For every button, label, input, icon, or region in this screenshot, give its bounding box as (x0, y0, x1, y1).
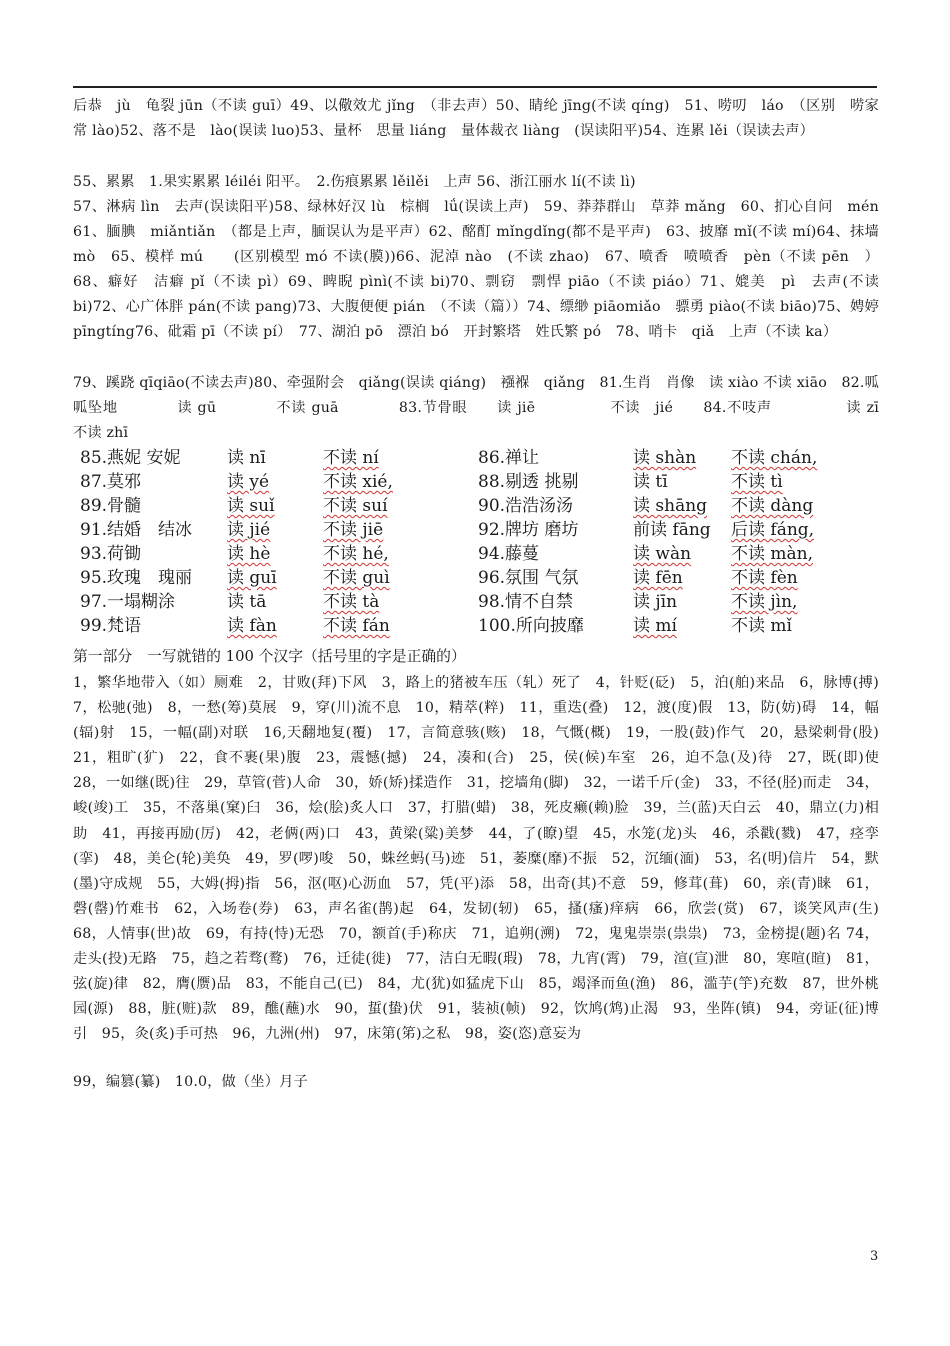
word-cell: 87.莫邪 (80, 472, 142, 492)
incorrect-reading: 不读 guì (323, 568, 390, 588)
table-row (80, 470, 870, 494)
pronunciation-paragraph-48-54: 后恭 jù 龟裂 jūn（不读 guī）49、以儆效尤 jǐng （非去声）50、睛纶 jīng(不读 qíng) 51、唠叨 láo （区别 唠家常 lào)52、落不是 lào(误读 luo)53、量杯 思量 liáng 量体裁衣 liàng (误读阳平)54、连累 lěi（误读去声） (73, 98, 879, 139)
incorrect-reading: 不读 ní (323, 448, 379, 468)
incorrect-reading: 不读 suí (323, 496, 388, 516)
incorrect-reading: 不读 chán, (731, 448, 818, 468)
correct-reading: 读 hè (227, 544, 271, 564)
incorrect-reading: 不读 jiē (323, 520, 384, 540)
incorrect-reading: 不读 màn, (731, 544, 814, 564)
word-cell: 90.浩浩汤汤 (478, 496, 574, 516)
word-cell: 96.氛围 气氛 (478, 568, 579, 588)
correct-reading: 前读 fāng (633, 520, 711, 540)
incorrect-reading: 不读 fèn (731, 568, 798, 588)
correct-reading: 读 jié (227, 520, 271, 540)
incorrect-reading: 不读 tà (323, 592, 380, 612)
word-cell: 88.剔透 挑剔 (478, 472, 579, 492)
word-cell: 89.骨髓 (80, 496, 142, 516)
incorrect-reading: 不读 fán (323, 616, 390, 636)
word-cell: 98.情不自禁 (478, 592, 574, 612)
correct-reading: 读 fàn (227, 616, 277, 636)
word-cell: 95.玫瑰 瑰丽 (80, 568, 193, 588)
pronunciation-paragraph-79-84: 79、蹊跷 qīqiāo(不读去声)80、牵强附会 qiǎng(误读 qiáng) 襁褓 qiǎng 81.生肖 肖像 读 xiào 不读 xiāo 82.呱呱坠地 读 gū 不读 guā 83.节骨眼 读 jiē 不读 jié 84.不吱声 读 zī 不读 zhī (73, 375, 937, 441)
table-row (80, 614, 870, 638)
correct-reading: 读 fēn (633, 568, 683, 588)
word-cell: 100.所向披靡 (478, 616, 584, 636)
pronunciation-paragraph-55-56: 55、累累 1.果实累累 léiléi 阳平。 2.伤痕累累 lěilěi 上声 56、浙江丽水 lí(不读 lì) (73, 174, 636, 190)
incorrect-reading: 不读 xié, (323, 472, 393, 492)
table-row (80, 590, 870, 614)
table-row (80, 518, 870, 542)
word-cell: 97.一塌糊涂 (80, 592, 176, 612)
correct-reading: 读 jīn (633, 592, 678, 612)
incorrect-reading: 不读 dàng (731, 496, 814, 516)
table-row (80, 542, 870, 566)
page-number: 3 (870, 1249, 879, 1264)
word-cell: 99.梵语 (80, 616, 142, 636)
character-list-final-line: 99，编篡(纂) 10.0，做（坐）月子 (73, 1074, 308, 1090)
pronunciation-table (80, 446, 870, 638)
word-cell: 93.荷锄 (80, 544, 142, 564)
correct-reading: 读 tī (633, 472, 668, 492)
correct-reading: 读 wàn (633, 544, 692, 564)
header-rule (73, 86, 877, 88)
word-cell: 92.牌坊 磨坊 (478, 520, 579, 540)
word-cell: 86.禅让 (478, 448, 540, 468)
incorrect-reading: 不读 hé, (323, 544, 389, 564)
incorrect-reading: 不读 tì (731, 472, 783, 492)
correct-reading: 读 nī (227, 448, 266, 468)
correct-reading: 读 guī (227, 568, 277, 588)
character-list-paragraph: 1，繁华地带入（如）厕难 2，甘败(拜)下风 3，路上的猪被车压（轧）死了 4，针贬(砭) 5，泊(舶)来品 6，脉博(搏) 7，松驰(弛) 8，一愁(筹)莫展 9，穿(川)流不息 10，精萃(粹) 11，重迭(叠) 12，渡(度)假 13，防(妨)碍 14，幅(辐)射 15，一幅(副)对联 16,天翻地复(覆) 17，言简意骇(赅) 18，气慨(概) 19，一股(鼓)作气 20，悬梁刺骨(股) 21，粗旷(犷) 22，食不裹(果)腹 23，震憾(撼) 24，凑和(合) 25，侯(候)车室 26，迫不急(及)待 27，既(即)使 28，一如继(既)往 29，草管(菅)人命 30，娇(矫)揉造作 31，挖墙角(脚) 32，一诺千斤(金) 33，不径(胫)而走 34，峻(竣)工 35，不落巢(窠)臼 36，烩(脍)炙人口 37，打腊(蜡) 38，死皮癞(赖)脸 39，兰(蓝)天白云 40，鼎立(力)相助 41，再接再励(厉) 42，老俩(两)口 43，黄梁(粱)美梦 44，了(瞭)望 45，水笼(龙)头 46，杀戳(戮) 47，痉孪(挛) 48，美仑(轮)美奂 49，罗(啰)唆 50，蛛丝蚂(马)迹 51，萎糜(靡)不振 52，沉缅(湎) 53，名(明)信片 54，默(墨)守成规 55，大姆(拇)指 56，沤(呕)心沥血 57，凭(平)添 58，出奇(其)不意 59，修茸(葺) 60，亲(青)睐 61，磬(罄)竹难书 62，入场卷(券) 63，声名雀(鹊)起 64，发韧(轫) 65，搔(瘙)痒病 66，欣尝(赏) 67，谈笑风声(生) 68，人情事(世)故 69，有持(恃)无恐 70，额首(手)称庆 71，追朔(溯) 72，鬼鬼崇崇(祟祟) 73，金榜提(题)名 74，走头(投)无路 75，趋之若骛(鹜) 76，迁徒(徙) 77，洁白无暇(瑕) 78，九宵(霄) 79，渲(宣)泄 80，寒喧(暄) 81，弦(旋)律 82，膺(赝)品 83，不能自己(已) 84，尤(犹)如猛虎下山 85，竭泽而鱼(渔) 86，滥芋(竽)充数 87，世外桃园(源) 88，脏(赃)款 89，醮(蘸)水 90，蜇(蛰)伏 91，装祯(帧) 92，饮鸠(鸩)止渴 93，坐阵(镇) 94，旁证(征)博引 95，灸(炙)手可热 96，九洲(州) 97，床第(笫)之私 98，姿(恣)意妄为 (73, 675, 894, 1043)
correct-reading: 读 tā (227, 592, 267, 612)
pronunciation-paragraph-57-78: 57、淋病 lìn 去声(误读阳平)58、绿林好汉 lù 棕榈 lǘ(误读上声) 59、莽莽群山 草莽 mǎng 60、扪心自问 mén 61、腼腆 miǎntiǎn （都是上声，腼误认为是平声）62、酩酊 mǐngdǐng(都不是平声) 63、披靡 mǐ(不读 mí)64、抹墙 mò 65、模样 mú (区别模型 mó 不读(膜))66、泥淖 nào (不读 zhao) 67、喷香 喷喷香 pèn（不读 pēn ）68、癖好 洁癖 pǐ（不读 pì）69、睥睨 pìnì(不读 bi)70、剽窃 剽悍 piāo（不读 piáo）71、媲美 pì 去声(不读 bi)72、心广体胖 pán(不读 pang)73、大腹便便 pián （不读（篇））74、缥缈 piāomiǎo 骠勇 piào(不读 biāo)75、娉婷 pīngtíng76、砒霜 pī（不读 pí） 77、湖泊 pō 漂泊 bó 开封繁塔 姓氏繁 pó 78、哨卡 qiǎ 上声（不读 ka） (73, 199, 894, 340)
correct-reading: 读 shàn (633, 448, 697, 468)
correct-reading: 读 yé (227, 472, 270, 492)
correct-reading: 读 mí (633, 616, 677, 636)
incorrect-reading: 后读 fáng, (731, 520, 815, 540)
table-row (80, 566, 870, 590)
correct-reading: 读 shāng (633, 496, 708, 516)
word-cell: 91.结婚 结冰 (80, 520, 193, 540)
table-row (80, 446, 870, 470)
table-row (80, 494, 870, 518)
incorrect-reading: 不读 jìn, (731, 592, 798, 612)
word-cell: 94.藤蔓 (478, 544, 540, 564)
incorrect-reading: 不读 mǐ (731, 616, 792, 636)
word-cell: 85.燕妮 安妮 (80, 448, 181, 468)
section-title: 第一部分 一写就错的 100 个汉字（括号里的字是正确的） (73, 648, 466, 665)
correct-reading: 读 suǐ (227, 496, 275, 516)
